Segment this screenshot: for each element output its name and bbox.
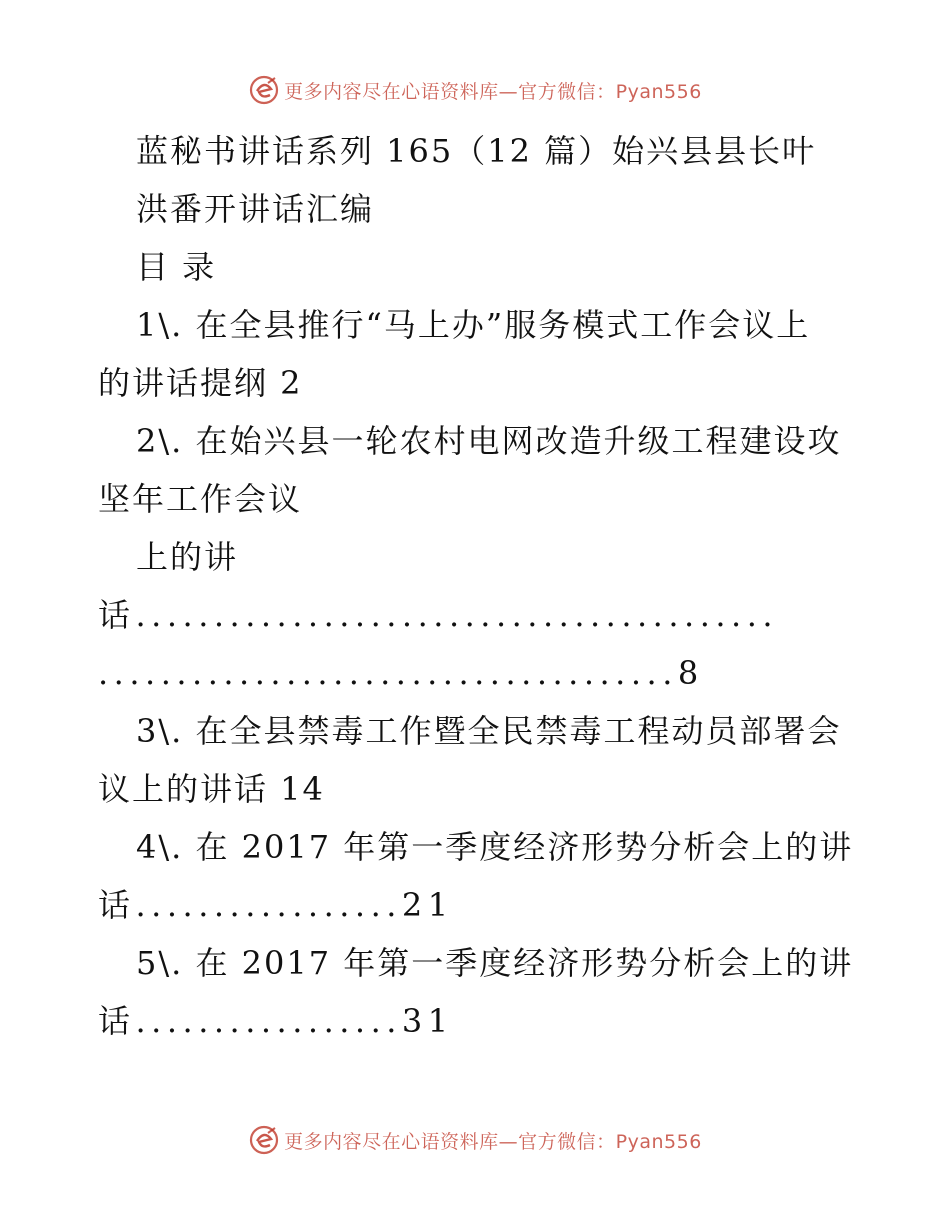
toc-entry-4-line-1: 4\. 在 2017 年第一季度经济形势分析会上的讲 bbox=[136, 828, 854, 866]
toc-entry-2-line-1: 2\. 在始兴县一轮农村电网改造升级工程建设攻 bbox=[136, 422, 842, 460]
brand-logo-icon bbox=[248, 74, 280, 106]
doc-title-line-2: 洪番开讲话汇编 bbox=[136, 190, 375, 228]
toc-heading: 目 录 bbox=[136, 248, 217, 286]
toc-entry-4-line-2: 话.................21 bbox=[98, 886, 454, 924]
brand-logo-icon bbox=[248, 1124, 280, 1156]
toc-entry-5-line-1: 5\. 在 2017 年第一季度经济形势分析会上的讲 bbox=[136, 944, 854, 982]
toc-entry-1-line-2: 的讲话提纲 2 bbox=[98, 364, 303, 402]
toc-entry-5-line-2: 话.................31 bbox=[98, 1002, 454, 1040]
watermark-banner-top bbox=[0, 70, 950, 110]
toc-entry-1-line-1: 1\. 在全县推行“马上办”服务模式工作会议上 bbox=[136, 306, 811, 344]
watermark-text: 更多内容尽在心语资料库—官方微信：Pyan556 bbox=[284, 1130, 702, 1153]
toc-entry-2-line-4: 话......................................... bbox=[98, 596, 779, 634]
toc-entry-2-line-5: .....................................8 bbox=[98, 654, 704, 692]
doc-title-line-1: 蓝秘书讲话系列 165（12 篇）始兴县县长叶 bbox=[136, 132, 817, 170]
toc-entry-2-line-2: 坚年工作会议 bbox=[98, 480, 303, 518]
watermark-text: 更多内容尽在心语资料库—官方微信：Pyan556 bbox=[284, 80, 702, 103]
watermark-banner-bottom bbox=[0, 1120, 950, 1160]
toc-entry-3-line-1: 3\. 在全县禁毒工作暨全民禁毒工程动员部署会 bbox=[136, 712, 842, 750]
toc-entry-2-line-3: 上的讲 bbox=[136, 538, 239, 576]
toc-entry-3-line-2: 议上的讲话 14 bbox=[98, 770, 325, 808]
document-body bbox=[98, 122, 858, 1050]
